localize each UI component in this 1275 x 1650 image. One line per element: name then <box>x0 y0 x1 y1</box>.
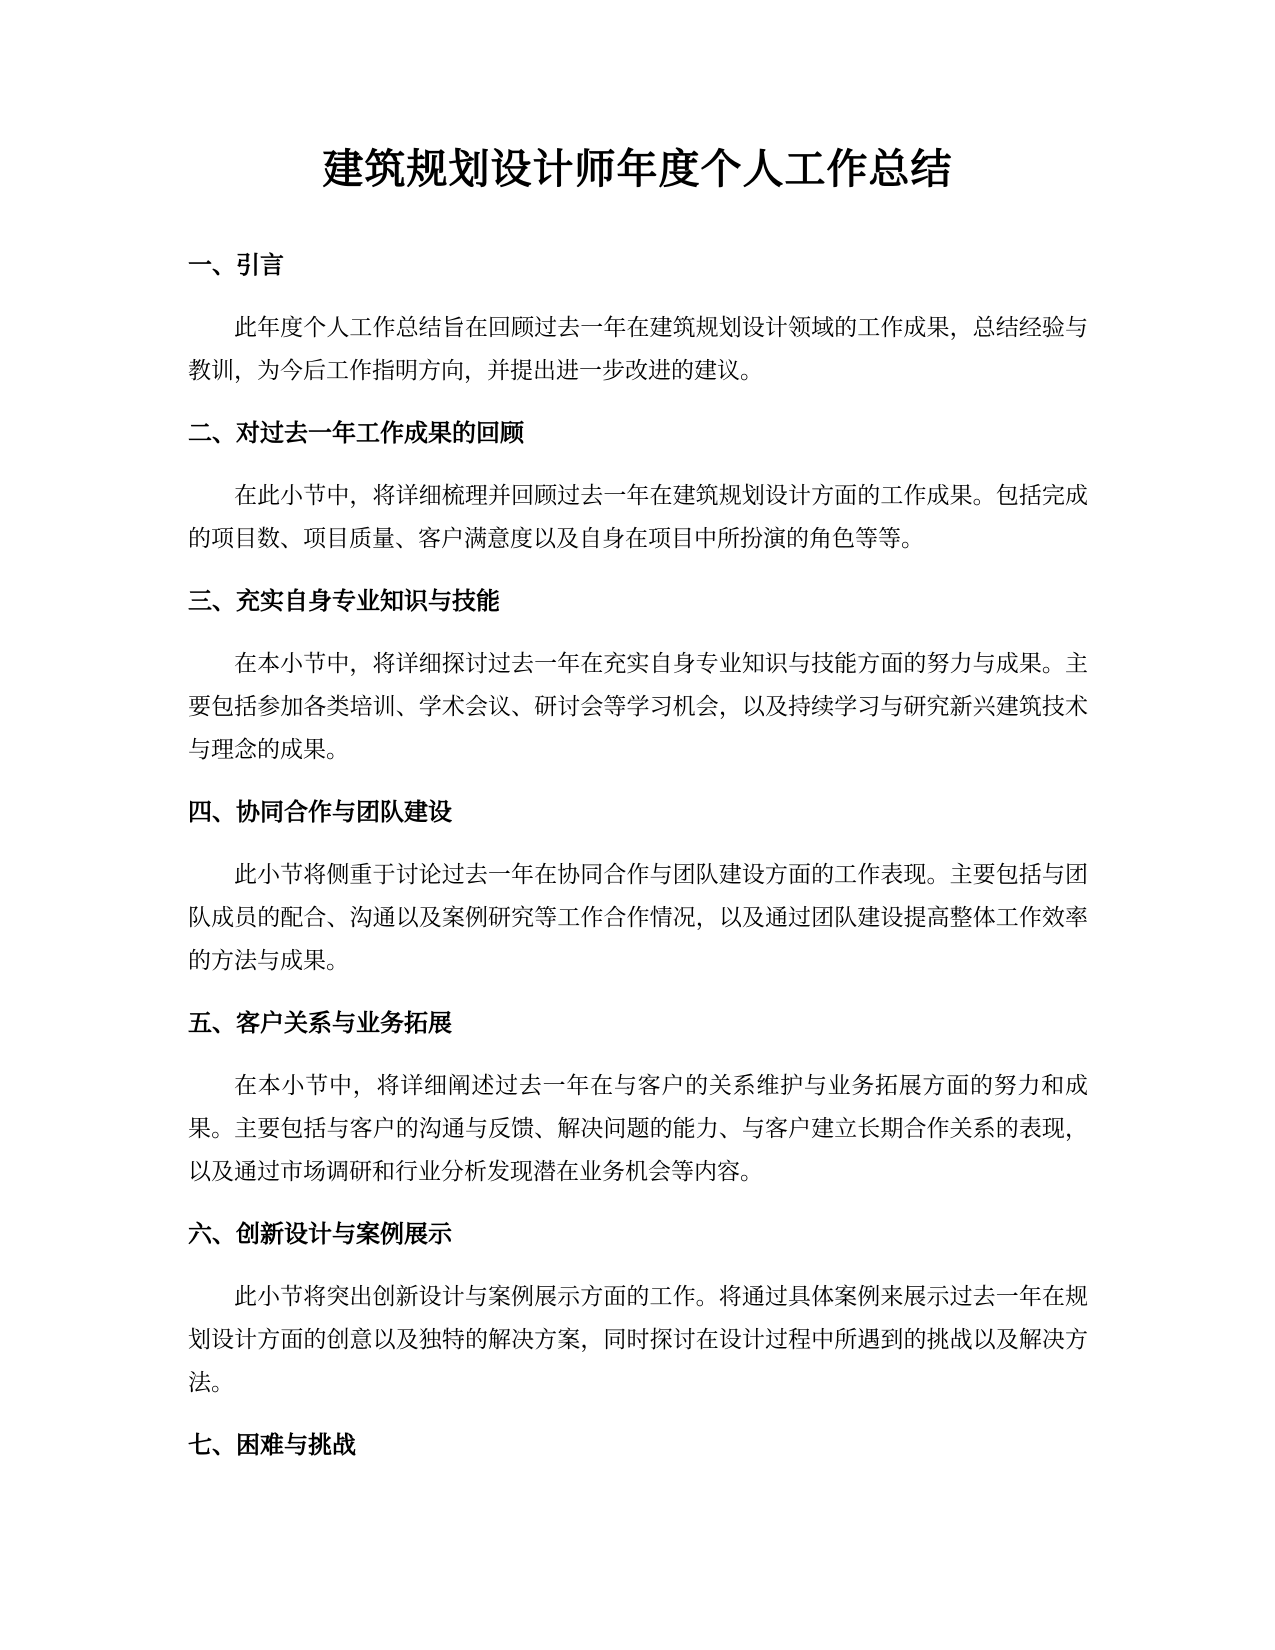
section-challenges <box>188 1425 1088 1465</box>
section-heading: 三、充实自身专业知识与技能 <box>188 587 500 615</box>
section-heading: 一、引言 <box>188 251 284 279</box>
section-heading: 四、协同合作与团队建设 <box>188 798 452 826</box>
section-skills <box>188 581 1088 772</box>
section-heading: 五、客户关系与业务拓展 <box>188 1009 452 1037</box>
document-content <box>188 245 1088 1487</box>
section-paragraph: 在本小节中，将详细阐述过去一年在与客户的关系维护与业务拓展方面的努力和成果。主要包括与客户的沟通与反馈、解决问题的能力、与客户建立长期合作关系的表现，以及通过市场调研和行业分析发现潜在业务机会等内容。 <box>188 1073 1088 1185</box>
section-paragraph: 在此小节中，将详细梳理并回顾过去一年在建筑规划设计方面的工作成果。包括完成的项目数、项目质量、客户满意度以及自身在项目中所扮演的角色等等。 <box>188 483 1088 552</box>
section-heading: 七、困难与挑战 <box>188 1431 356 1459</box>
section-paragraph: 此年度个人工作总结旨在回顾过去一年在建筑规划设计领域的工作成果，总结经验与教训，为今后工作指明方向，并提出进一步改进的建议。 <box>188 315 1088 384</box>
section-heading: 二、对过去一年工作成果的回顾 <box>188 419 524 447</box>
document-title: 建筑规划设计师年度个人工作总结 <box>322 145 953 193</box>
section-heading: 六、创新设计与案例展示 <box>188 1220 452 1248</box>
section-paragraph: 此小节将突出创新设计与案例展示方面的工作。将通过具体案例来展示过去一年在规划设计方面的创意以及独特的解决方案，同时探讨在设计过程中所遇到的挑战以及解决方法。 <box>188 1284 1088 1396</box>
section-clients <box>188 1003 1088 1194</box>
section-review <box>188 413 1088 561</box>
section-paragraph: 在本小节中，将详细探讨过去一年在充实自身专业知识与技能方面的努力与成果。主要包括参加各类培训、学术会议、研讨会等学习机会，以及持续学习与研究新兴建筑技术与理念的成果。 <box>188 651 1088 763</box>
section-innovation <box>188 1214 1088 1405</box>
section-paragraph: 此小节将侧重于讨论过去一年在协同合作与团队建设方面的工作表现。主要包括与团队成员的配合、沟通以及案例研究等工作合作情况，以及通过团队建设提高整体工作效率的方法与成果。 <box>188 862 1088 974</box>
section-teamwork <box>188 792 1088 983</box>
section-introduction <box>188 245 1088 393</box>
